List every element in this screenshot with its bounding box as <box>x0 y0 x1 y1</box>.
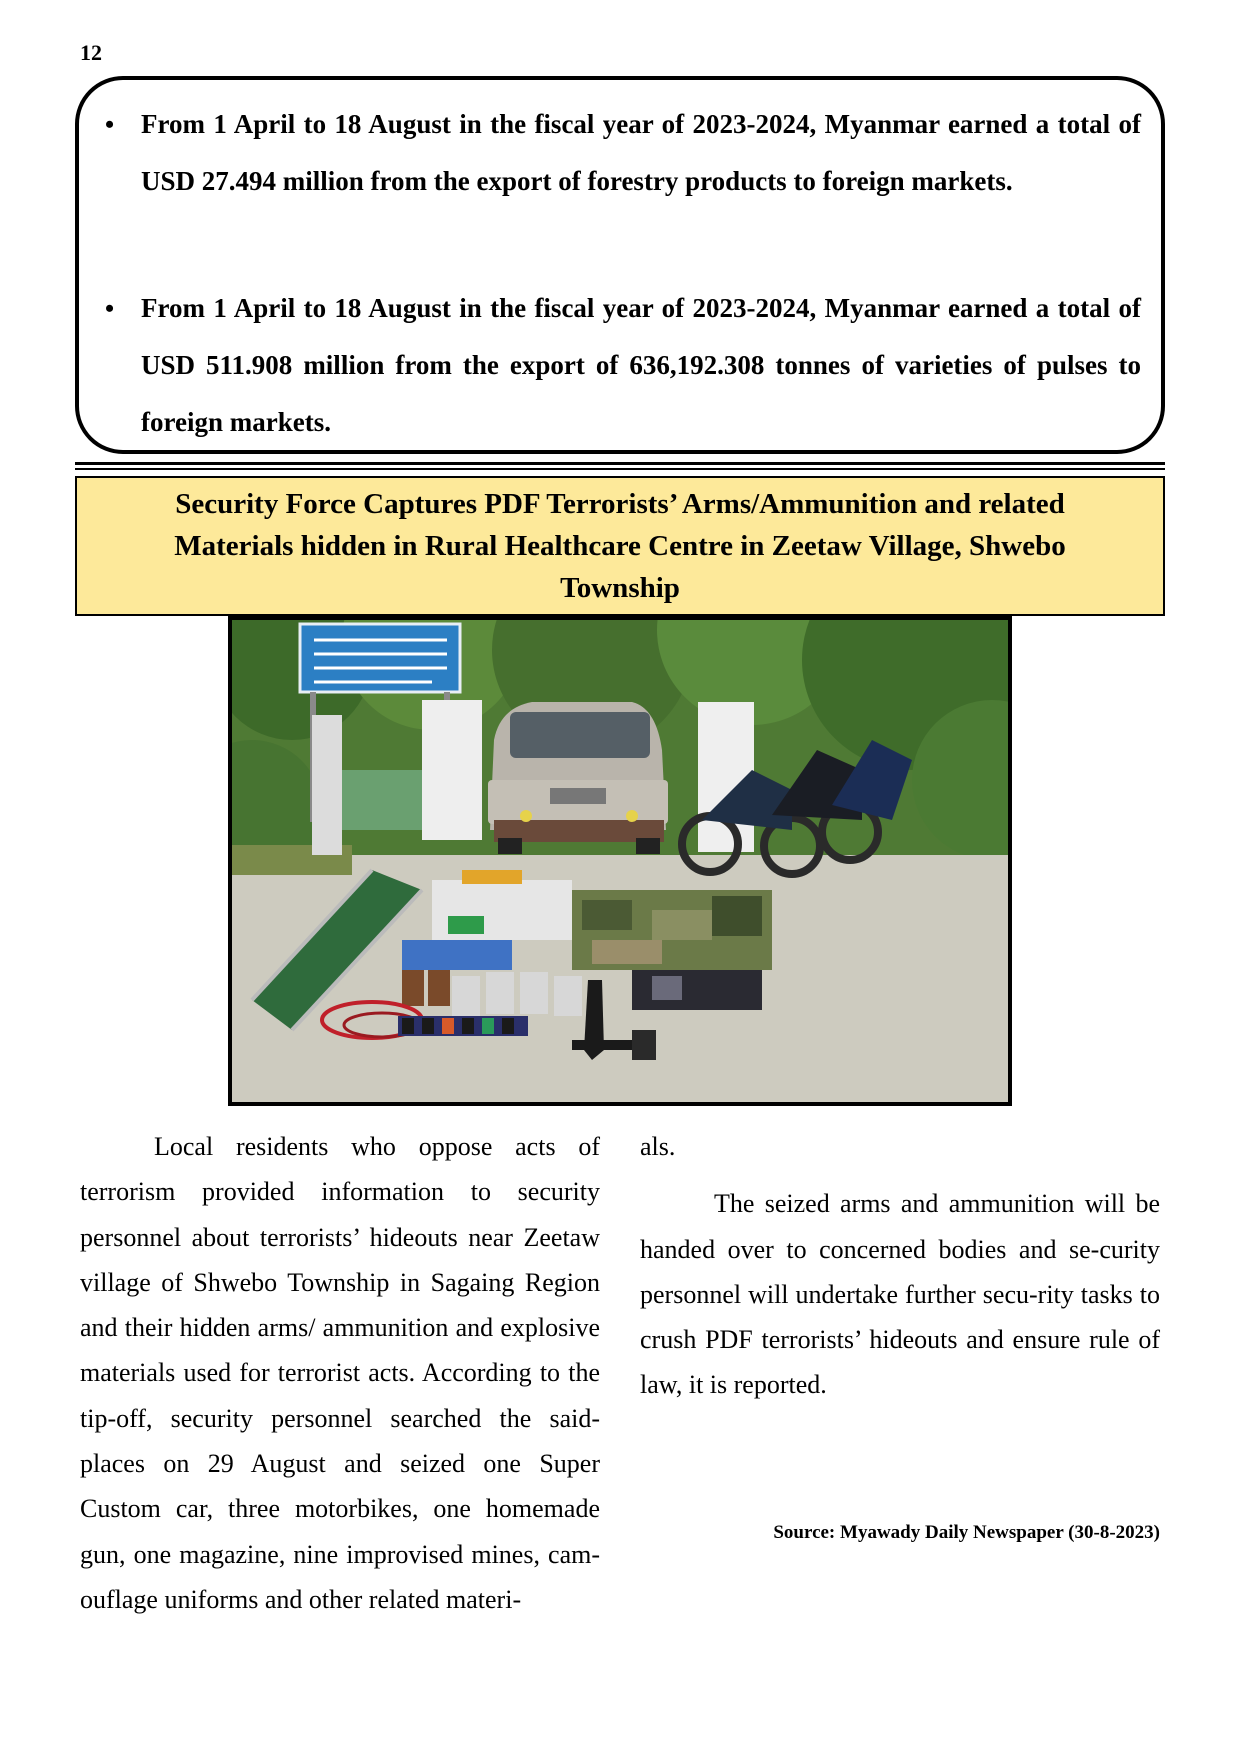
highlight-item-forestry: • From 1 April to 18 August in the fiscal year of 2023-2024, Myanmar earned a total of USD 27.494 million from the export of forestry products to foreign markets. <box>141 96 1141 210</box>
article-source: Source: Myawady Daily Newspaper (30-8-2023) <box>773 1522 1160 1543</box>
divider-rule <box>75 462 1165 465</box>
article-body-right-column <box>640 1124 1160 1408</box>
article-photo <box>228 616 1012 1106</box>
divider-rule-thin <box>75 468 1165 470</box>
page-number: 12 <box>80 40 102 65</box>
headline-box <box>75 476 1165 616</box>
van <box>488 702 668 854</box>
article-headline: Security Force Captures PDF Terrorists’ Arms/Ammunition and related Materials hidden in Rural Healthcare Centre in Zeetaw Village, Shwebo Township <box>174 488 1066 604</box>
article-body-left-column <box>80 1124 600 1622</box>
highlights-box <box>75 76 1165 454</box>
article-paragraph: Local residents who oppose acts of terrorism provided information to security personnel about terrorists’ hideouts near Zeetaw village of Shwebo Township in Sagaing Region and their hidden arms/ ammunition and explosive materials used for terrorist acts. According to the tip-off, security personnel searched the said-places on 29 August and seized one Super Custom car, three motorbikes, one homemade gun, one magazine, nine improvised mines, cam-ouflage uniforms and other related materi- <box>80 1132 600 1614</box>
article-paragraph: The seized arms and ammunition will be handed over to concerned bodies and se-curity personnel will undertake further secu-rity tasks to crush PDF terrorists’ hideouts and ensure rule of law, it is reported. <box>640 1189 1160 1400</box>
highlight-item-pulses: • From 1 April to 18 August in the fiscal year of 2023-2024, Myanmar earned a total of USD 511.908 million from the export of 636,192.308 tonnes of varieties of pulses to foreign markets. <box>141 280 1141 451</box>
article-paragraph-continuation: als. <box>640 1132 676 1161</box>
